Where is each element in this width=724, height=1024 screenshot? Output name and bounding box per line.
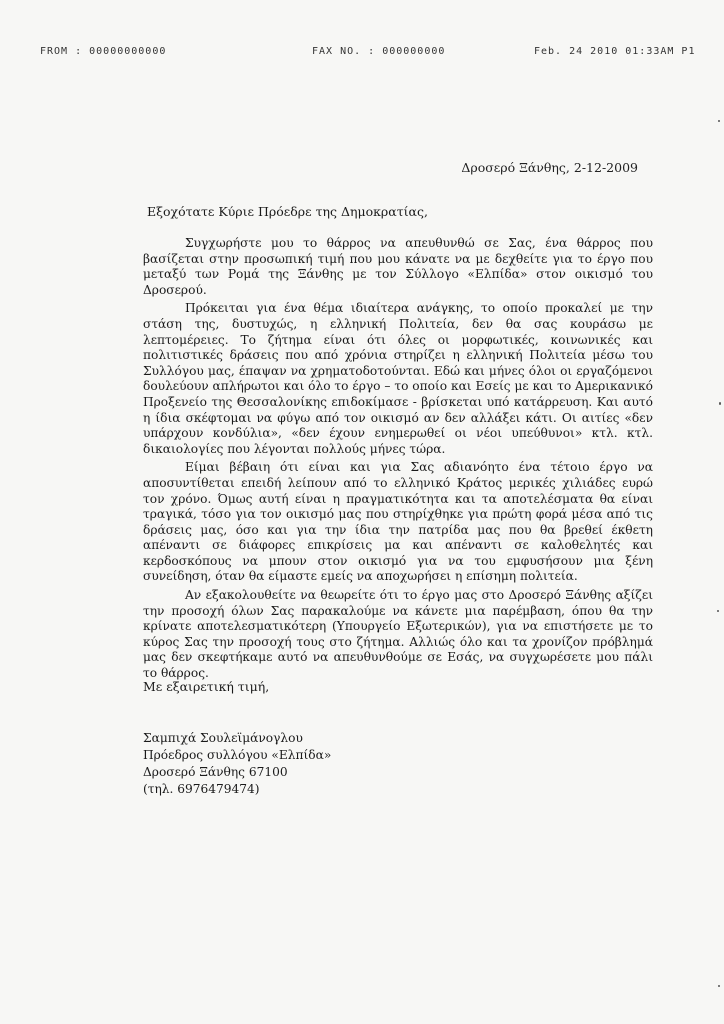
letter-place-date: Δροσερό Ξάνθης, 2-12-2009 [461, 160, 638, 175]
fax-datetime: Feb. 24 2010 01:33AM P1 [534, 46, 696, 57]
scan-speck [718, 985, 720, 987]
scan-speck [719, 402, 721, 405]
signature-name: Σαμπιχά Σουλεϊμάνογλου [143, 731, 303, 745]
scan-speck [718, 120, 720, 122]
signature-title: Πρόεδρος συλλόγου «Ελπίδα» [143, 748, 332, 762]
fax-number: FAX NO. : 000000000 [312, 46, 446, 57]
letter-salutation: Εξοχότατε Κύριε Πρόεδρε της Δημοκρατίας, [147, 204, 428, 219]
letter-closing: Με εξαιρετική τιμή, [143, 679, 270, 694]
signature-address: Δροσερό Ξάνθης 67100 [143, 765, 288, 779]
letter-paragraph: Συγχωρήστε μου το θάρρος να απευθυνθώ σε Σας, ένα θάρρος που βασίζεται στην προσωπική τιμή που μου κάνατε να με δεχθείτε για το έργο που μεταξύ των Ρομά της Ξάνθης με τον Σύλλογο «Ελπίδα» στον οικισμό του Δροσερού. [143, 236, 653, 297]
letter-body [143, 236, 653, 685]
signature-block [143, 730, 331, 798]
fax-header [40, 46, 700, 62]
letter-paragraph: Είμαι βέβαιη ότι είναι και για Σας αδιανόητο ένα τέτοιο έργο να αποσυντίθεται επειδή λείπουν από το ελληνικό Κράτος μερικές χιλιάδες ευρώ τον χρόνο. Όμως αυτή είναι η πραγματικότητα και τα αποτελέσματα θα είναι τραγικά, τόσο για τον οικισμό μας που στηρίχθηκε για πρώτη φορά μέσα από τις δράσεις μας, όσο και για την ίδια την πατρίδα μας που θα βρεθεί έκθετη απέναντι σε διάφορες επικρίσεις μα και απέναντι σε καλοθελητές και κερδοσκόπους να μπουν στον οικισμό για να του εμφυσήσουν μια ξένη συνείδηση, όταν θα είμαστε εμείς να αποχωρήσει η επίσημη πολιτεία. [143, 460, 653, 584]
letter-paragraph: Πρόκειται για ένα θέμα ιδιαίτερα ανάγκης, το οποίο προκαλεί με την στάση της, δυστυχώς, η ελληνική Πολιτεία, δεν θα σας κουράσω με λεπτομέρειες. Το ζήτημα είναι ότι όλες οι μορφωτικές, κοινωνικές και πολιτιστικές δράσεις που από χρόνια στηρίζει η ελληνική Πολιτεία μέσω του Συλλόγου μας, έπαψαν να χρηματοδοτούνται. Εδώ και μήνες όλοι οι εργαζόμενοι δουλεύουν απλήρωτοι και όλο το έργο – το οποίο και Εσείς με και το Αμερικανικό Προξενείο της Θεσσαλονίκης επιδοκίμασε - βρίσκεται υπό κατάρρευση. Και αυτό η ίδια σκέφτομαι να φύγω από τον οικισμό αν δεν αλλάξει κάτι. Οι αιτίες «δεν υπάρχουν κονδύλια», «δεν έχουν ενημερωθεί οι νέοι υπεύθυνοι» κτλ. κτλ. δικαιολογίες που λέγονται πολλούς μήνες τώρα. [143, 301, 654, 456]
fax-from: FROM : 00000000000 [40, 46, 167, 57]
scan-speck [717, 610, 719, 612]
letter-paragraph: Αν εξακολουθείτε να θεωρείτε ότι το έργο μας στο Δροσερό Ξάνθης αξίζει την προσοχή όλων Σας παρακαλούμε να κάνετε μια παρέμβαση, όπου θα την κρίνατε αποτελεσματικότερη (Υπουργείο Εξωτερικών), για να επιστήσετε με το κύρος Σας την προσοχή τους στο ζήτημα. Αλλιώς όλο και τα χρονίζον πρόβλημά μας δεν σκεφτήκαμε αυτό να απευθυνθούμε σε Εσάς, να συγχωρέσετε μου πάλι το θάρρος. [143, 588, 653, 681]
signature-phone: (τηλ. 6976479474) [143, 782, 260, 796]
